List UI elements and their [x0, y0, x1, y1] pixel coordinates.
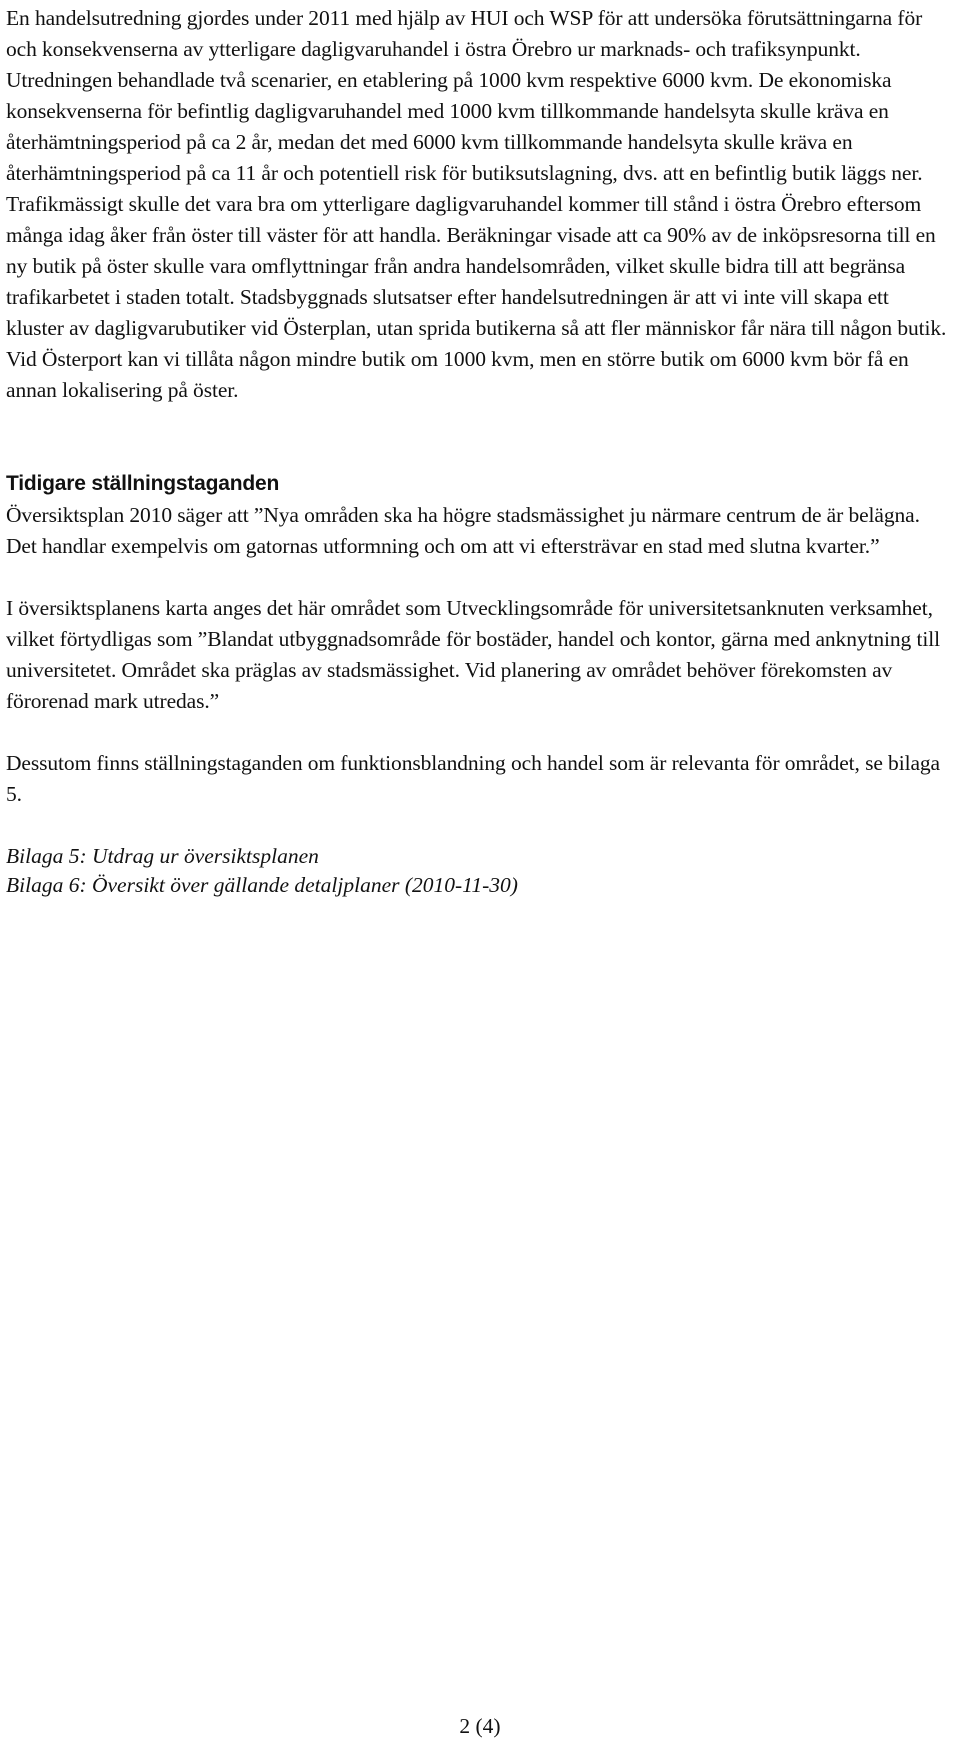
- appendix-item: Bilaga 6: Översikt över gällande detaljplaner (2010-11-30): [6, 873, 518, 897]
- paragraph-map-designation: I översiktsplanens karta anges det här området som Utvecklingsområde för universitetsanknuten verksamhet, vilket förtydligas som ”Blandat utbyggnadsområde för bostäder, handel och kontor, gärna med anknytning till universitetet. Området ska präglas av stadsmässighet. Vid planering av området behöver förekomsten av förorenad mark utredas.”: [6, 596, 940, 713]
- document-page: [6, 0, 950, 900]
- appendix-item: Bilaga 5: Utdrag ur översiktsplanen: [6, 844, 319, 868]
- intro-paragraph: En handelsutredning gjordes under 2011 med hjälp av HUI och WSP för att undersöka förutsättningarna för och konsekvenserna av ytterligare dagligvaruhandel i östra Örebro ur marknads- och trafiksynpunkt. Utredningen behandlade två scenarier, en etablering på 1000 kvm respektive 6000 kvm. De ekonomiska konsekvenserna för befintlig dagligvaruhandel med 1000 kvm tillkommande handelsyta skulle kräva en återhämtningsperiod på ca 2 år, medan det med 6000 kvm tillkommande handelsyta skulle kräva en återhämtningsperiod på ca 11 år och potentiell risk för butiksutslagning, dvs. att en befintlig butik läggs ner. Trafikmässigt skulle det vara bra om ytterligare dagligvaruhandel kommer till stånd i östra Örebro eftersom många idag åker från öster till väster för att handla. Beräkningar visade att ca 90% av de inköpsresorna till en ny butik på öster skulle vara omflyttningar från andra handelsområden, vilket skulle bidra till att begränsa trafikarbetet i staden totalt. Stadsbyggnads slutsatser efter handelsutredningen är att vi inte vill skapa ett kluster av dagligvarubutiker vid Österplan, utan sprida butikerna så att fler människor får nära till någon butik. Vid Österport kan vi tillåta någon mindre butik om 1000 kvm, men en större butik om 6000 kvm bör få en annan lokalisering på öster.: [6, 6, 947, 402]
- appendix-list: [6, 842, 950, 900]
- page-number: 2 (4): [459, 1714, 501, 1738]
- paragraph-additional-positions: Dessutom finns ställningstaganden om funktionsblandning och handel som är relevanta för området, se bilaga 5.: [6, 751, 940, 806]
- section-heading: Tidigare ställningstaganden: [6, 472, 280, 495]
- paragraph-overview-plan: Översiktsplan 2010 säger att ”Nya områden ska ha högre stadsmässighet ju närmare centrum de är belägna. Det handlar exempelvis om gatornas utformning och om att vi eftersträvar en stad med slutna kvarter.”: [6, 503, 920, 558]
